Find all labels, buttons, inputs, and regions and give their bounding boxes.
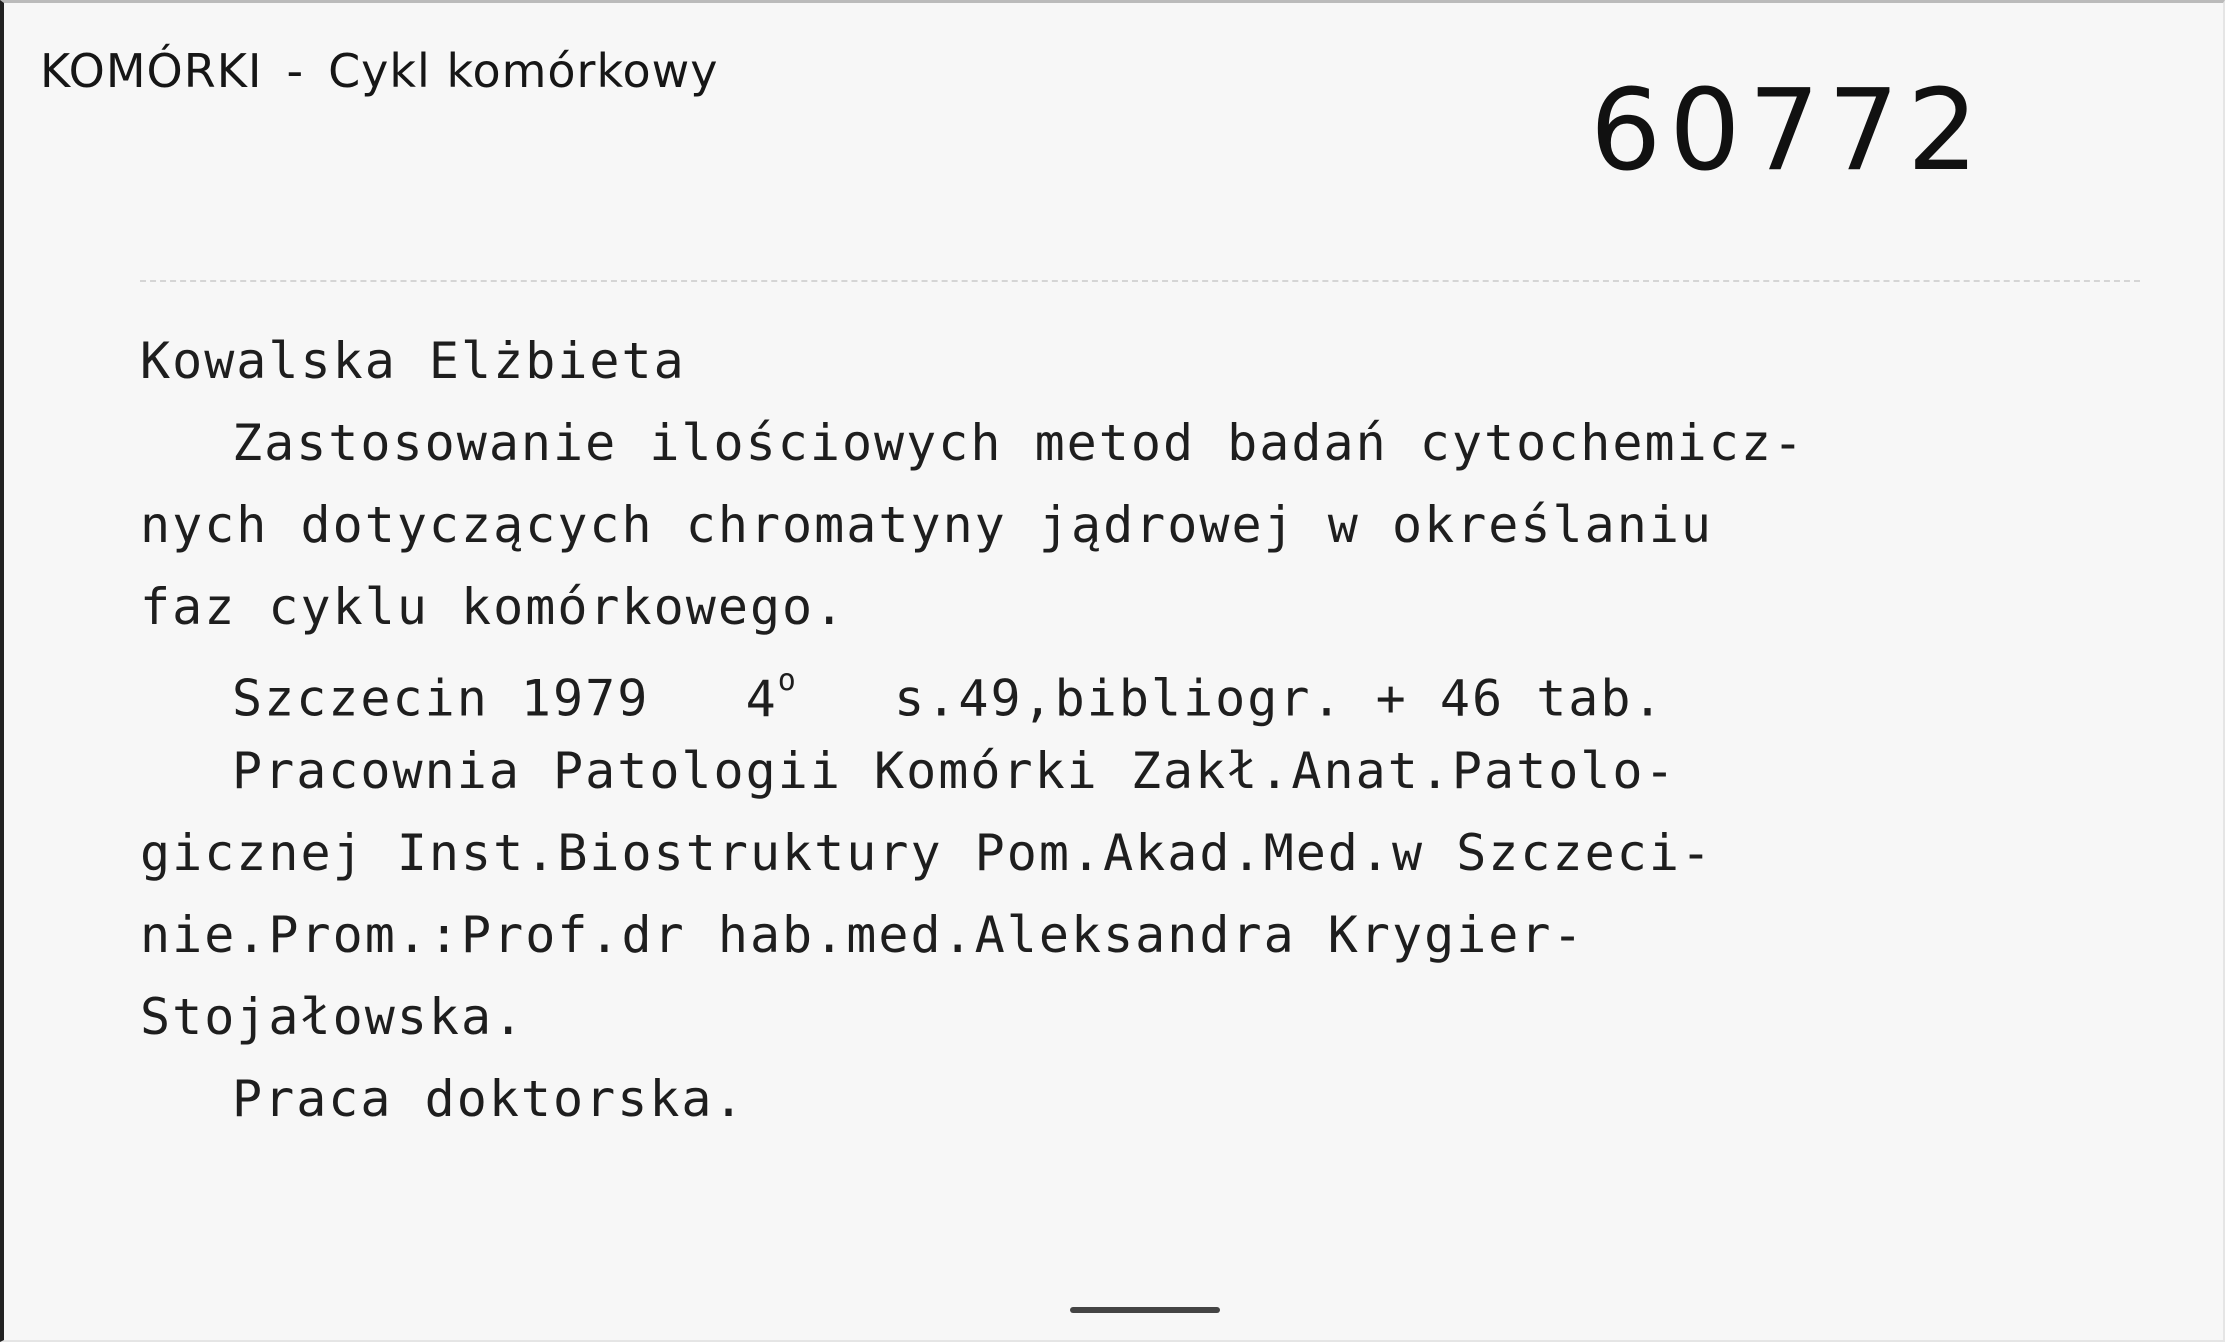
institution-line: Stojałowska. <box>140 988 526 1046</box>
imprint-pages: s.49,bibliogr. + 46 tab. <box>894 669 1665 728</box>
divider <box>140 280 2140 282</box>
imprint-place-year: Szczecin 1979 <box>232 669 650 728</box>
imprint-format-sup: o <box>777 663 798 698</box>
call-number: 60772 <box>1590 66 1987 196</box>
imprint-line <box>140 648 2180 730</box>
imprint-format-base: 4 <box>745 669 778 728</box>
imprint-format <box>745 663 798 728</box>
subject-heading-separator: - <box>286 44 305 98</box>
card-body <box>140 320 2180 1140</box>
title-line: nych dotyczących chromatyny jądrowej w określaniu <box>140 496 1714 554</box>
note-line: Praca doktorska. <box>232 1070 746 1128</box>
author-line: Kowalska Elżbieta <box>140 332 686 390</box>
title-line: faz cyklu komórkowego. <box>140 578 847 636</box>
card-edge-mark <box>1070 1307 1220 1313</box>
subject-heading <box>40 44 718 98</box>
institution-line: nie.Prom.:Prof.dr hab.med.Aleksandra Krygier- <box>140 906 1585 964</box>
institution-line: gicznej Inst.Biostruktury Pom.Akad.Med.w Szczeci- <box>140 824 1714 882</box>
subject-heading-main: KOMÓRKI <box>40 44 263 98</box>
title-line: Zastosowanie ilościowych metod badań cytochemicz- <box>232 414 1806 472</box>
institution-line: Pracownia Patologii Komórki Zakł.Anat.Patolo- <box>232 742 1677 800</box>
subject-heading-sub: Cykl komórkowy <box>328 44 719 98</box>
